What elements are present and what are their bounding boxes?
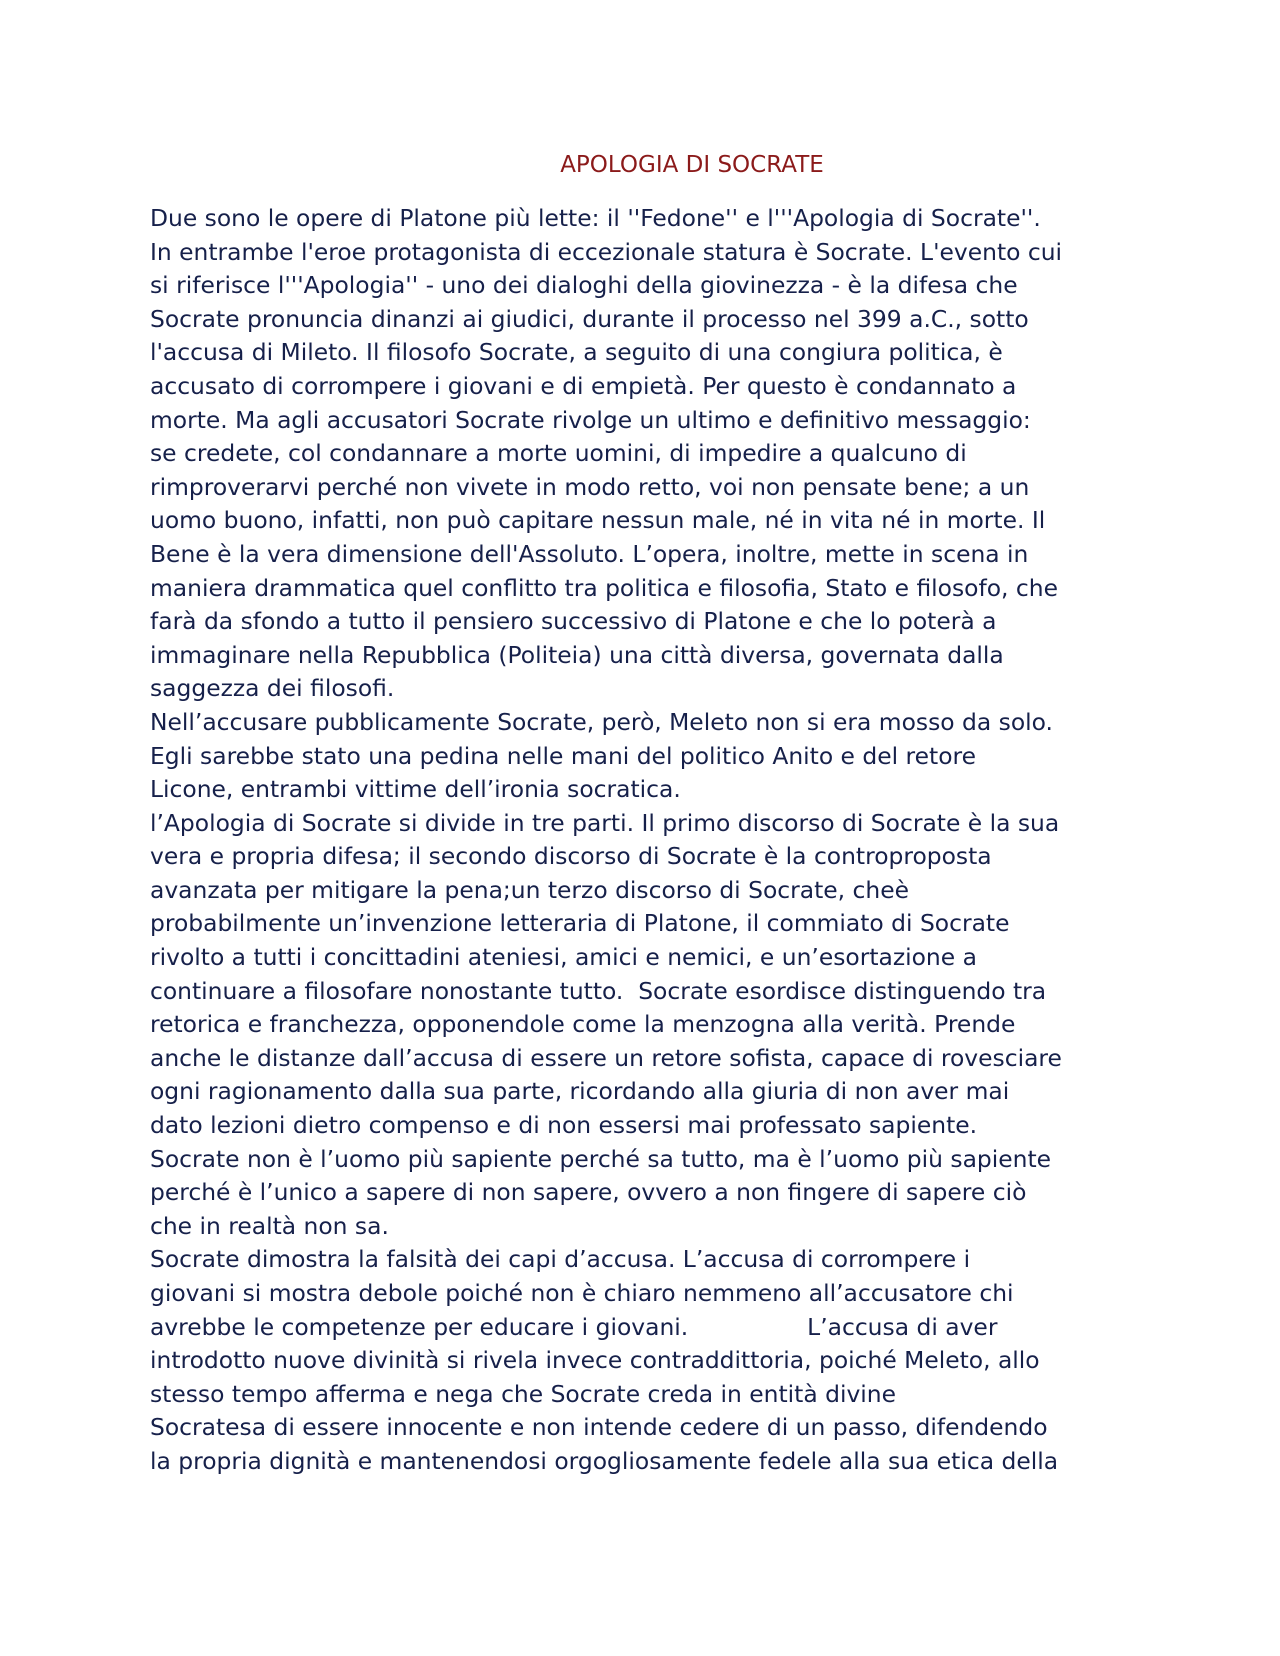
text-line: Socratesa di essere innocente e non intende cedere di un passo, difendendo [150,1413,1048,1442]
document-body [150,202,1150,1479]
text-line: Socrate non è l’uomo più sapiente perché sa tutto, ma è l’uomo più sapiente [150,1144,1052,1173]
text-line: stesso tempo afferma e nega che Socrate creda in entità divine [150,1379,896,1408]
text-line: rimproverarvi perché non vivete in modo retto, voi non pensate bene; a un [150,472,1030,501]
text-line: In entrambe l'eroe protagonista di eccezionale statura è Socrate. L'evento cui [150,237,1063,266]
text-line: Nell’accusare pubblicamente Socrate, però, Meleto non si era mosso da solo. [150,707,1053,736]
text-line: perché è l’unico a sapere di non sapere, ovvero a non fingere di sapere ciò [150,1178,1027,1207]
text-line: probabilmente un’invenzione letteraria di Platone, il commiato di Socrate [150,909,1010,938]
text-line: uomo buono, infatti, non può capitare nessun male, né in vita né in morte. Il [150,506,1046,535]
text-line: se credete, col condannare a morte uomini, di impedire a qualcuno di [150,439,967,468]
text-line: Egli sarebbe stato una pedina nelle mani del politico Anito e del retore [150,741,977,770]
text-line: Due sono le opere di Platone più lette: il ''Fedone'' e l'''Apologia di Socrate''. [150,204,1041,232]
text-line: avrebbe le competenze per educare i giovani. L’accusa di aver [150,1312,998,1341]
text-line: retorica e franchezza, opponendole come la menzogna alla verità. Prende [150,1010,1016,1039]
text-line: morte. Ma agli accusatori Socrate rivolge un ultimo e definitivo messaggio: [150,405,1031,434]
text-line: rivolto a tutti i concittadini ateniesi, amici e nemici, e un’esortazione a [150,943,977,972]
text-line: avanzata per mitigare la pena;un terzo discorso di Socrate, cheè [150,875,909,904]
text-line: ogni ragionamento dalla sua parte, ricordando alla giuria di non aver mai [150,1077,1010,1106]
text-line: farà da sfondo a tutto il pensiero successivo di Platone e che lo poterà a [150,607,997,636]
text-line: l’Apologia di Socrate si divide in tre parti. Il primo discorso di Socrate è la sua [150,808,1060,837]
text-line: Socrate dimostra la falsità dei capi d’accusa. L’accusa di corrompere i [150,1245,971,1274]
text-line: Bene è la vera dimensione dell'Assoluto. L’opera, inoltre, mette in scena in [150,539,1029,568]
text-line: saggezza dei filosofi. [150,674,395,703]
text-line: Socrate pronuncia dinanzi ai giudici, durante il processo nel 399 a.C., sotto [150,304,1029,333]
text-line: che in realtà non sa. [150,1211,389,1240]
text-line: maniera drammatica quel conflitto tra politica e filosofia, Stato e filosofo, che [150,573,1058,602]
text-line: anche le distanze dall’accusa di essere un retore sofista, capace di rovesciare [150,1043,1062,1072]
text-line: immaginare nella Repubblica (Politeia) una città diversa, governata dalla [150,640,1004,669]
text-line: vera e propria difesa; il secondo discorso di Socrate è la controproposta [150,842,992,871]
document-title: APOLOGIA DI SOCRATE [560,152,824,178]
text-line: l'accusa di Mileto. Il filosofo Socrate, a seguito di una congiura politica, è [150,338,1003,367]
text-line: giovani si mostra debole poiché non è chiaro nemmeno all’accusatore chi [150,1279,1014,1307]
text-line: la propria dignità e mantenendosi orgogliosamente fedele alla sua etica della [150,1446,1059,1475]
text-line: accusato di corrompere i giovani e di empietà. Per questo è condannato a [150,371,1017,400]
text-line: si riferisce l'''Apologia'' - uno dei dialoghi della giovinezza - è la difesa che [150,271,1018,300]
text-line: dato lezioni dietro compenso e di non essersi mai professato sapiente. [150,1111,978,1140]
text-line: Licone, entrambi vittime dell’ironia socratica. [150,775,681,804]
text-line: continuare a filosofare nonostante tutto. Socrate esordisce distinguendo tra [150,976,1047,1005]
text-line: introdotto nuove divinità si rivela invece contraddittoria, poiché Meleto, allo [150,1346,1040,1375]
